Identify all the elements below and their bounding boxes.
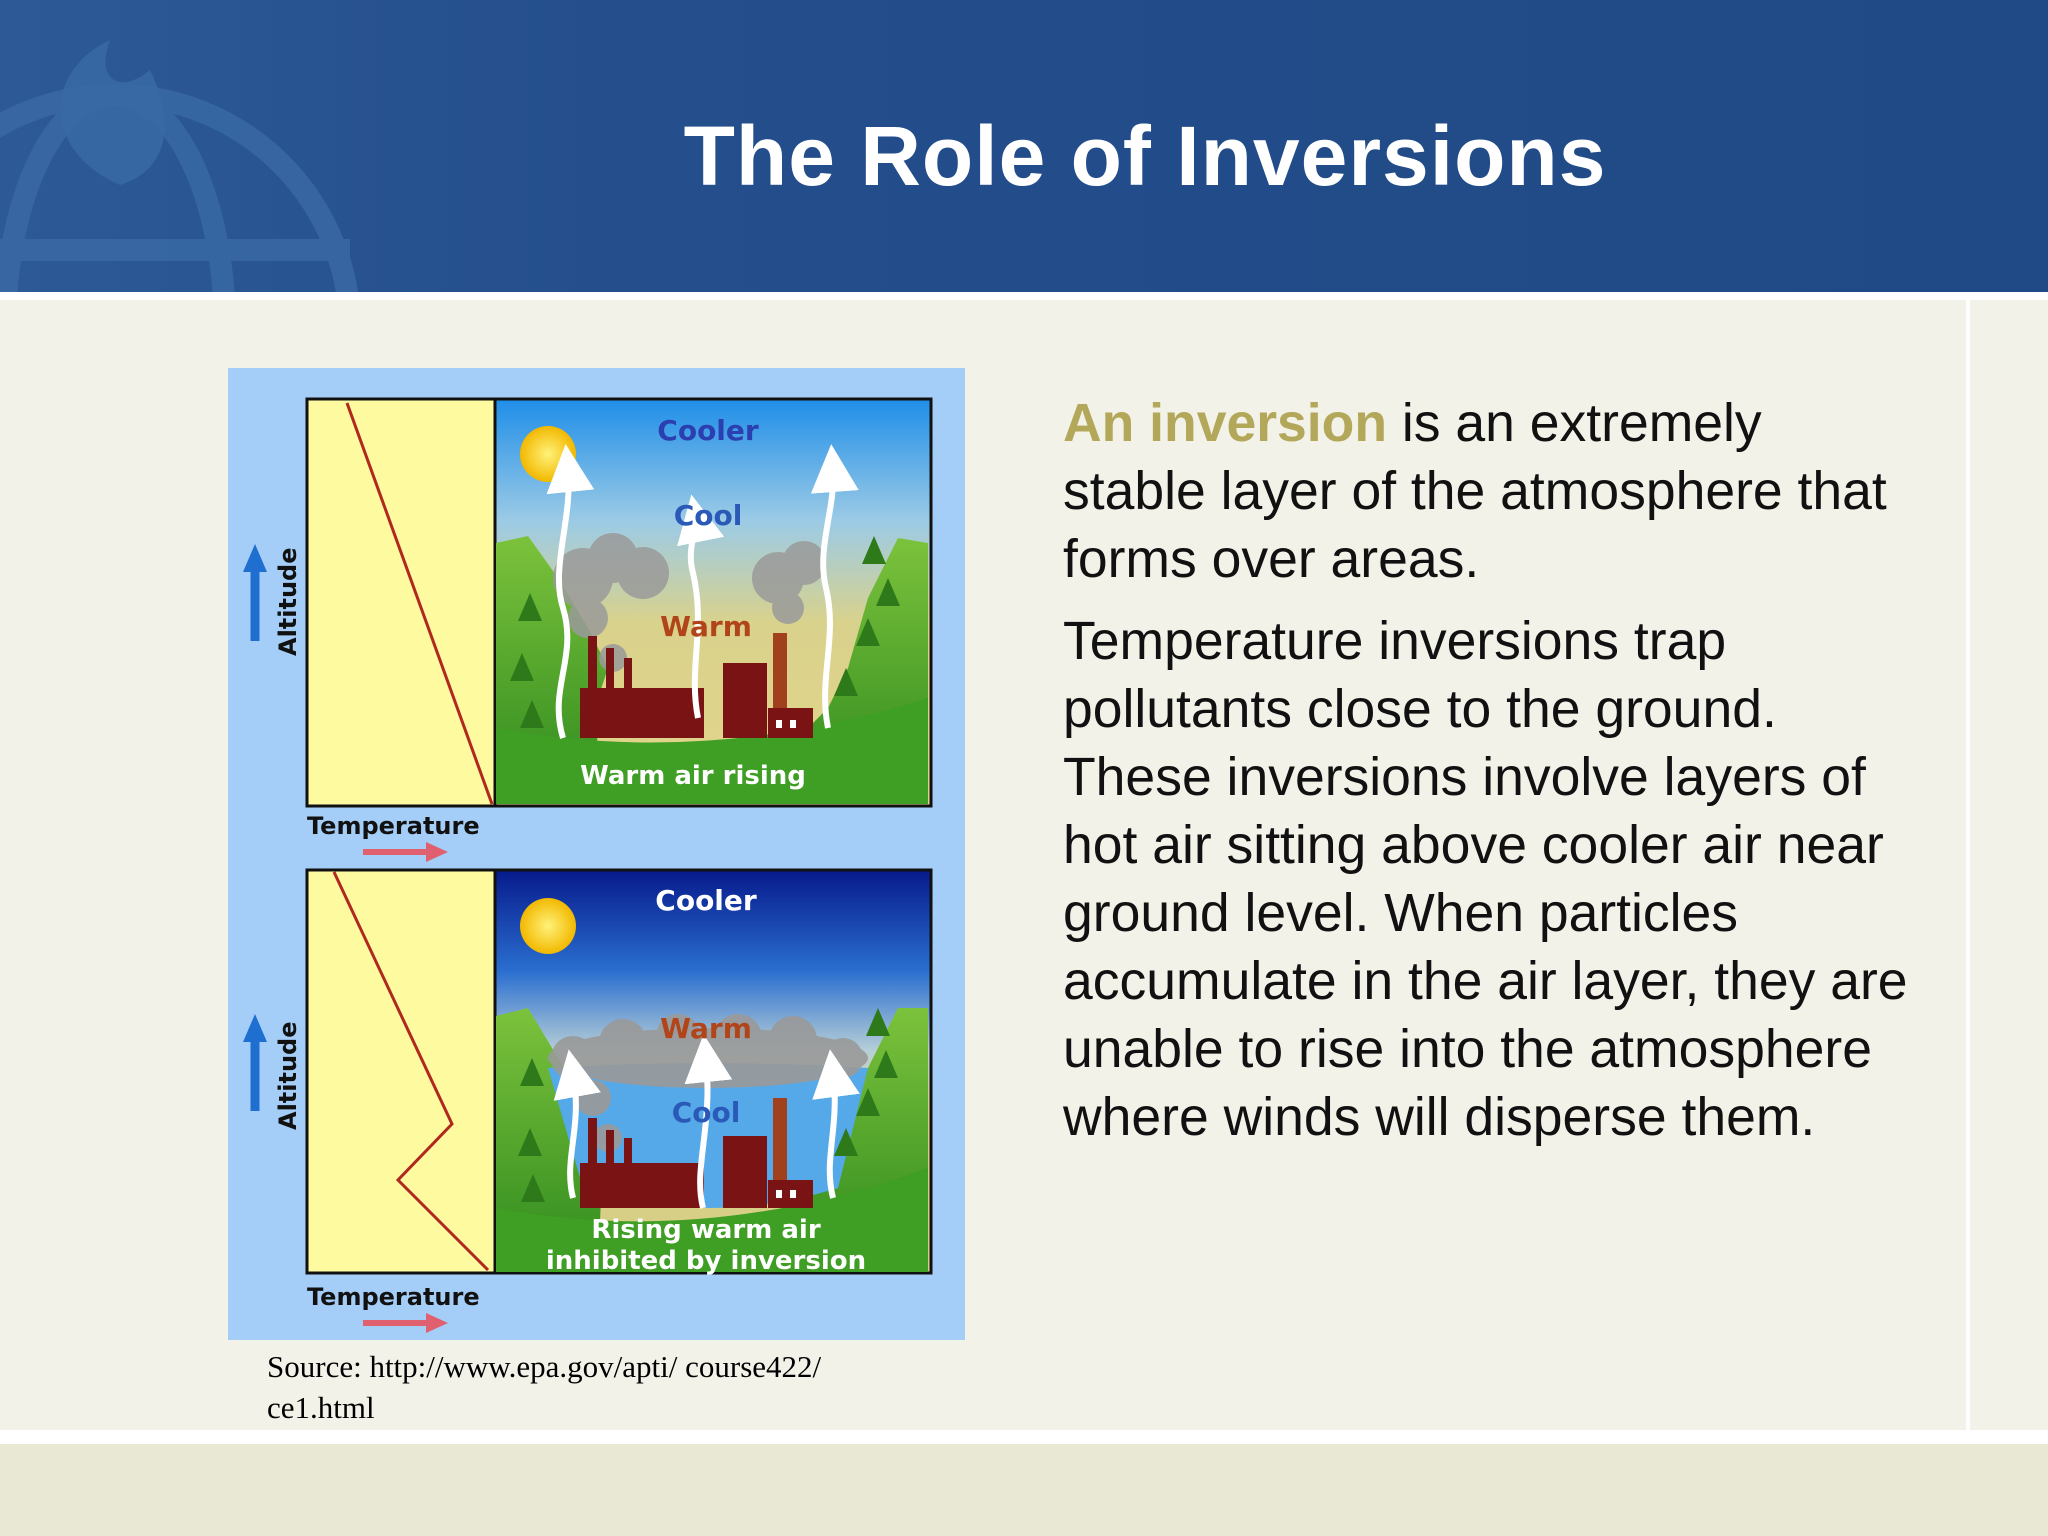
top-panel	[243, 399, 931, 862]
top-caption: Warm air rising	[580, 761, 806, 791]
footer-bar	[0, 1444, 2048, 1536]
temperature-axis-label: Temperature	[307, 812, 480, 840]
top-label-warm: Warm	[660, 610, 752, 643]
temperature-axis-label-bottom: Temperature	[307, 1283, 480, 1311]
top-label-cooler: Cooler	[657, 414, 759, 447]
slide-title: The Role of Inversions	[683, 109, 1607, 203]
altitude-axis-label: Altitude	[274, 547, 302, 656]
bottom-caption-line2: inhibited by inversion	[545, 1246, 867, 1276]
bottom-panel	[243, 870, 931, 1333]
bottom-caption-line1: Rising warm air	[591, 1215, 821, 1245]
source-line-1: Source: http://www.epa.gov/apti/ course422/	[267, 1349, 822, 1384]
bottom-label-warm: Warm	[660, 1012, 752, 1045]
right-margin-strip	[1970, 300, 2048, 1430]
footer-divider	[0, 1430, 2048, 1444]
header-bar	[0, 0, 2048, 292]
bottom-label-cooler: Cooler	[655, 884, 757, 917]
paragraph-explanation: Temperature inversions trap pollutants close to the ground. These inversions involve layers of hot air sitting above cooler air near ground level. When particles accumulate in the air layer, they are unable to rise into the atmosphere where winds will disperse them.	[1063, 612, 1908, 1147]
top-label-cool: Cool	[673, 499, 743, 532]
altitude-axis-label-bottom: Altitude	[274, 1021, 302, 1130]
paragraph-definition	[1063, 390, 1913, 594]
source-line-2: ce1.html	[267, 1390, 375, 1425]
source-caption	[267, 1346, 947, 1428]
inversion-diagram	[228, 368, 965, 1340]
bottom-label-cool: Cool	[671, 1096, 741, 1129]
body-text	[1063, 390, 1913, 1166]
header-divider	[0, 292, 2048, 300]
paragraph-definition-rest: is an extremely stable layer of the atmosphere that forms over areas.	[1063, 394, 1887, 589]
highlight-term: An inversion	[1063, 394, 1388, 453]
